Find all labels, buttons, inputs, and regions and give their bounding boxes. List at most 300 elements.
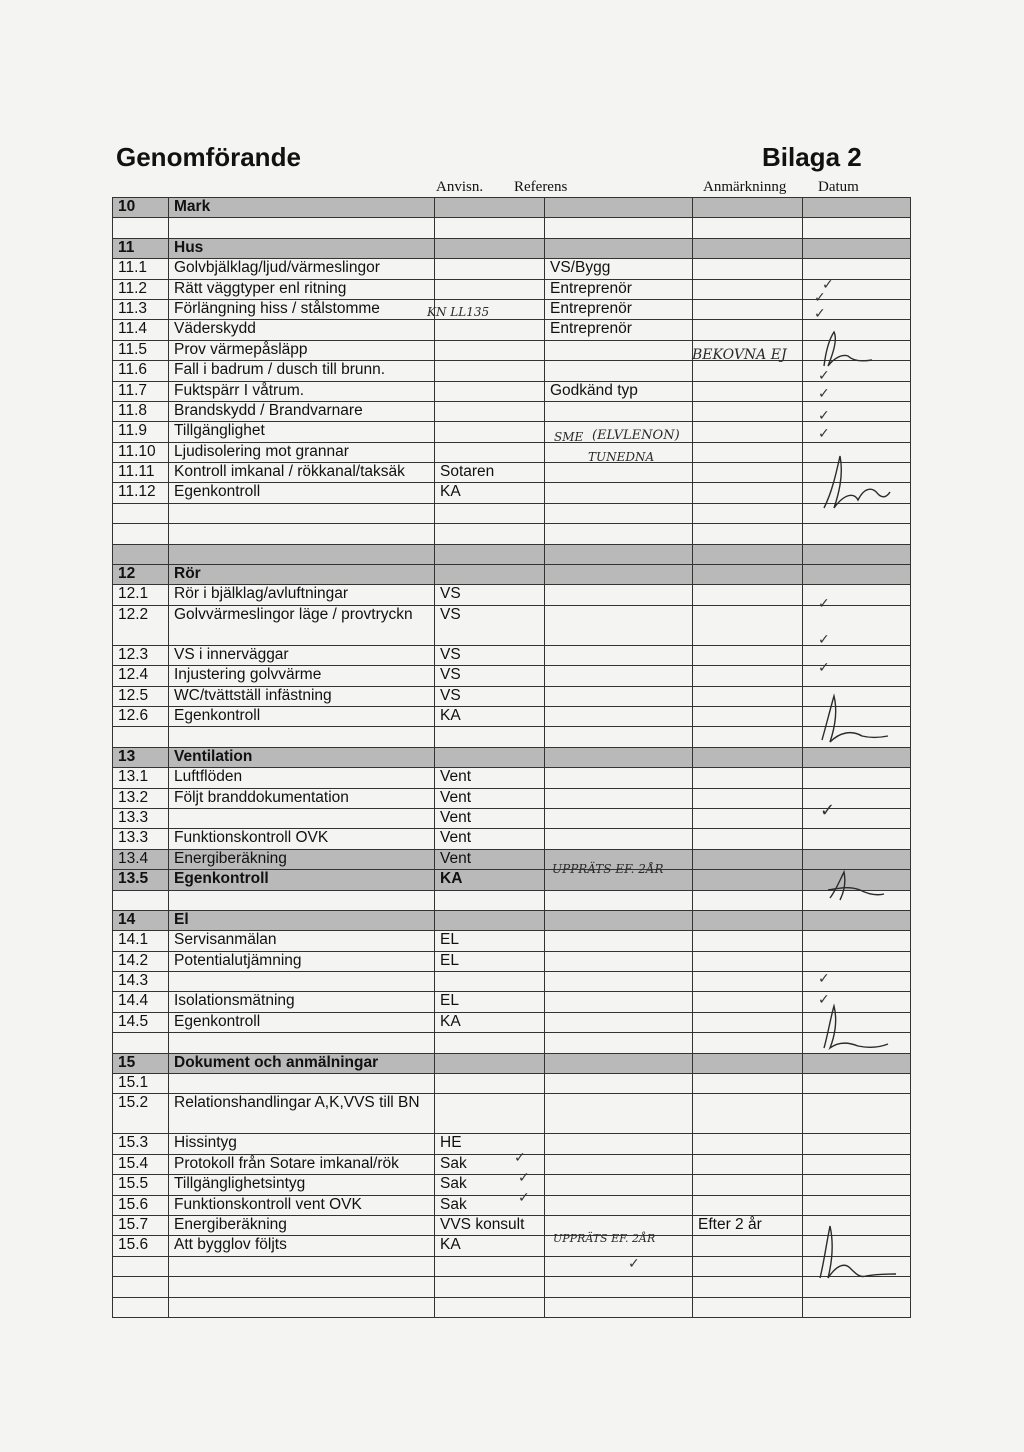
row-number: 14.4 bbox=[113, 992, 169, 1012]
table-row bbox=[113, 1175, 911, 1195]
row-number: 11.12 bbox=[113, 483, 169, 503]
row-anmarkning bbox=[693, 1256, 803, 1276]
row-anvisn: VS bbox=[435, 645, 545, 665]
row-number: 15.4 bbox=[113, 1154, 169, 1174]
table-row bbox=[113, 1215, 911, 1235]
row-description bbox=[169, 1256, 435, 1276]
row-referens bbox=[545, 483, 693, 503]
row-description: Ventilation bbox=[169, 747, 435, 767]
row-number: 12.3 bbox=[113, 645, 169, 665]
row-datum bbox=[803, 1074, 911, 1094]
row-anmarkning bbox=[693, 1297, 803, 1317]
row-anmarkning bbox=[693, 279, 803, 299]
row-anmarkning bbox=[693, 381, 803, 401]
row-number: 13.1 bbox=[113, 768, 169, 788]
row-number bbox=[113, 1297, 169, 1317]
signature-icon bbox=[812, 1002, 892, 1052]
row-anmarkning bbox=[693, 483, 803, 503]
row-description: WC/tvättställ infästning bbox=[169, 686, 435, 706]
row-anvisn bbox=[435, 1297, 545, 1317]
row-description: Hissintyg bbox=[169, 1134, 435, 1154]
row-anmarkning bbox=[693, 238, 803, 258]
checkmark-icon: ✓ bbox=[818, 368, 830, 384]
row-anmarkning bbox=[693, 442, 803, 462]
row-description: Servisanmälan bbox=[169, 931, 435, 951]
row-description: Dokument och anmälningar bbox=[169, 1053, 435, 1073]
table-row bbox=[113, 340, 911, 360]
row-description: Rör bbox=[169, 565, 435, 585]
row-description: Prov värmepåsläpp bbox=[169, 340, 435, 360]
row-anvisn bbox=[435, 340, 545, 360]
row-description: Relationshandlingar A,K,VVS till BN bbox=[169, 1094, 435, 1134]
row-description: Väderskydd bbox=[169, 320, 435, 340]
table-row bbox=[113, 829, 911, 849]
row-datum bbox=[803, 1297, 911, 1317]
row-referens bbox=[545, 727, 693, 747]
row-anmarkning bbox=[693, 401, 803, 421]
row-number bbox=[113, 890, 169, 910]
checklist-table bbox=[112, 197, 911, 1318]
row-datum bbox=[803, 1175, 911, 1195]
row-number: 15.2 bbox=[113, 1094, 169, 1134]
row-anvisn bbox=[435, 320, 545, 340]
row-referens bbox=[545, 605, 693, 645]
row-datum bbox=[803, 1094, 911, 1134]
row-description: Tillgänglighetsintyg bbox=[169, 1175, 435, 1195]
row-anvisn: VS bbox=[435, 686, 545, 706]
blank-row bbox=[113, 890, 911, 910]
row-description: Brandskydd / Brandvarnare bbox=[169, 401, 435, 421]
row-referens bbox=[545, 992, 693, 1012]
row-anmarkning bbox=[693, 808, 803, 828]
row-number: 11.2 bbox=[113, 279, 169, 299]
row-referens bbox=[545, 1297, 693, 1317]
table-row bbox=[113, 972, 911, 992]
row-datum bbox=[803, 524, 911, 544]
row-description: Mark bbox=[169, 198, 435, 218]
blank-row bbox=[113, 727, 911, 747]
row-anmarkning bbox=[693, 1012, 803, 1032]
column-header-anmarkning: Anmärkninng bbox=[703, 179, 787, 195]
signature-icon bbox=[812, 326, 882, 372]
row-anmarkning bbox=[693, 320, 803, 340]
row-number bbox=[113, 544, 169, 564]
row-number: 11.5 bbox=[113, 340, 169, 360]
row-number: 15.6 bbox=[113, 1236, 169, 1256]
signature-icon bbox=[814, 448, 894, 514]
row-description: Funktionskontroll vent OVK bbox=[169, 1195, 435, 1215]
row-datum bbox=[803, 1053, 911, 1073]
row-number: 14.5 bbox=[113, 1012, 169, 1032]
row-description: Att bygglov följts bbox=[169, 1236, 435, 1256]
table-row bbox=[113, 808, 911, 828]
row-referens bbox=[545, 198, 693, 218]
row-number: 15.7 bbox=[113, 1215, 169, 1235]
row-anvisn bbox=[435, 442, 545, 462]
row-anmarkning bbox=[693, 1053, 803, 1073]
row-anvisn bbox=[435, 259, 545, 279]
row-description: Egenkontroll bbox=[169, 1012, 435, 1032]
row-anmarkning bbox=[693, 422, 803, 442]
row-anvisn: EL bbox=[435, 951, 545, 971]
row-anmarkning bbox=[693, 951, 803, 971]
row-anvisn bbox=[435, 890, 545, 910]
table-row bbox=[113, 768, 911, 788]
row-number: 13.3 bbox=[113, 829, 169, 849]
row-description bbox=[169, 1277, 435, 1297]
row-number: 11.4 bbox=[113, 320, 169, 340]
row-anmarkning bbox=[693, 768, 803, 788]
row-anvisn bbox=[435, 503, 545, 523]
row-number bbox=[113, 1033, 169, 1053]
row-number: 12.5 bbox=[113, 686, 169, 706]
row-description bbox=[169, 1074, 435, 1094]
blank-row bbox=[113, 1297, 911, 1317]
section-row bbox=[113, 910, 911, 930]
section-row bbox=[113, 747, 911, 767]
row-description: Följt branddokumentation bbox=[169, 788, 435, 808]
row-referens: Entreprenör bbox=[545, 279, 693, 299]
blank-row bbox=[113, 1033, 911, 1053]
row-number: 11.6 bbox=[113, 361, 169, 381]
row-referens bbox=[545, 524, 693, 544]
row-description bbox=[169, 544, 435, 564]
row-referens bbox=[545, 1094, 693, 1134]
row-anvisn bbox=[435, 524, 545, 544]
row-description: Egenkontroll bbox=[169, 870, 435, 890]
table-row bbox=[113, 1094, 911, 1134]
row-description: Fuktspärr I våtrum. bbox=[169, 381, 435, 401]
row-referens bbox=[545, 401, 693, 421]
row-datum bbox=[803, 768, 911, 788]
table-row bbox=[113, 442, 911, 462]
table-row bbox=[113, 1195, 911, 1215]
row-referens bbox=[545, 686, 693, 706]
row-referens bbox=[545, 1012, 693, 1032]
checkmark-icon: ✓ bbox=[818, 596, 830, 612]
row-number: 13.3 bbox=[113, 808, 169, 828]
handwriting-tillg-1: SME bbox=[554, 430, 584, 444]
row-anvisn bbox=[435, 279, 545, 299]
row-anvisn: KA bbox=[435, 1236, 545, 1256]
row-anmarkning bbox=[693, 870, 803, 890]
row-anmarkning bbox=[693, 1175, 803, 1195]
row-referens bbox=[545, 1074, 693, 1094]
row-anmarkning bbox=[693, 198, 803, 218]
row-anvisn: Vent bbox=[435, 768, 545, 788]
row-datum bbox=[803, 951, 911, 971]
row-anvisn: KA bbox=[435, 706, 545, 726]
row-anmarkning bbox=[693, 1154, 803, 1174]
section-row bbox=[113, 1053, 911, 1073]
signature-icon bbox=[820, 860, 890, 906]
row-anvisn bbox=[435, 1033, 545, 1053]
row-anvisn bbox=[435, 544, 545, 564]
row-referens bbox=[545, 972, 693, 992]
row-referens bbox=[545, 1195, 693, 1215]
row-description: Isolationsmätning bbox=[169, 992, 435, 1012]
row-datum bbox=[803, 910, 911, 930]
row-referens bbox=[545, 463, 693, 483]
checkmark-icon: ✓ bbox=[814, 306, 826, 322]
blank-row bbox=[113, 1256, 911, 1276]
signature-icon bbox=[812, 690, 892, 746]
checkmark-icon: ✓ bbox=[518, 1170, 530, 1186]
row-anmarkning bbox=[693, 1195, 803, 1215]
row-referens bbox=[545, 788, 693, 808]
handwriting-hiss: KN LL135 bbox=[427, 305, 490, 319]
row-anmarkning bbox=[693, 565, 803, 585]
row-referens bbox=[545, 218, 693, 238]
checkmark-icon: ✓ bbox=[818, 971, 830, 987]
row-number: 11.3 bbox=[113, 299, 169, 319]
row-datum bbox=[803, 544, 911, 564]
row-description bbox=[169, 890, 435, 910]
row-anvisn: EL bbox=[435, 992, 545, 1012]
row-number: 12.6 bbox=[113, 706, 169, 726]
row-anmarkning bbox=[693, 727, 803, 747]
row-number: 12.2 bbox=[113, 605, 169, 645]
row-referens bbox=[545, 910, 693, 930]
table-row bbox=[113, 259, 911, 279]
row-number: 12.1 bbox=[113, 585, 169, 605]
checkmark-icon: ✓ bbox=[822, 277, 834, 293]
row-number: 12.4 bbox=[113, 666, 169, 686]
row-datum bbox=[803, 259, 911, 279]
row-anvisn bbox=[435, 1094, 545, 1134]
checkmark-icon: ✓ bbox=[514, 1150, 526, 1166]
row-description: Funktionskontroll OVK bbox=[169, 829, 435, 849]
row-description: Fall i badrum / dusch till brunn. bbox=[169, 361, 435, 381]
row-description: VS i innerväggar bbox=[169, 645, 435, 665]
section-row bbox=[113, 198, 911, 218]
row-description: Egenkontroll bbox=[169, 483, 435, 503]
row-datum bbox=[803, 1154, 911, 1174]
row-referens: Entreprenör bbox=[545, 299, 693, 319]
row-anvisn bbox=[435, 565, 545, 585]
table-row bbox=[113, 1236, 911, 1256]
table-row bbox=[113, 931, 911, 951]
row-anmarkning bbox=[693, 890, 803, 910]
row-referens bbox=[545, 890, 693, 910]
handwriting-energi-13: UPPRÄTS EF. 2ÅR bbox=[552, 862, 664, 876]
row-anmarkning bbox=[693, 706, 803, 726]
checkmark-icon: ✓ bbox=[818, 992, 830, 1008]
table-row bbox=[113, 645, 911, 665]
row-anmarkning bbox=[693, 849, 803, 869]
row-number: 14 bbox=[113, 910, 169, 930]
row-referens bbox=[545, 585, 693, 605]
row-description: Förlängning hiss / stålstomme bbox=[169, 299, 435, 319]
row-anvisn bbox=[435, 727, 545, 747]
row-referens bbox=[545, 1154, 693, 1174]
row-description: Rör i bjälklag/avluftningar bbox=[169, 585, 435, 605]
row-referens bbox=[545, 808, 693, 828]
table-row bbox=[113, 483, 911, 503]
row-number: 13.2 bbox=[113, 788, 169, 808]
row-anmarkning: Efter 2 år bbox=[693, 1215, 803, 1235]
row-datum bbox=[803, 565, 911, 585]
row-description bbox=[169, 972, 435, 992]
row-number: 11.11 bbox=[113, 463, 169, 483]
row-number: 14.3 bbox=[113, 972, 169, 992]
row-description bbox=[169, 727, 435, 747]
row-anvisn bbox=[435, 218, 545, 238]
row-datum bbox=[803, 1134, 911, 1154]
row-number bbox=[113, 1256, 169, 1276]
table-row bbox=[113, 788, 911, 808]
checkmark-icon: ✓ bbox=[820, 800, 836, 821]
row-anmarkning bbox=[693, 972, 803, 992]
row-number: 11.9 bbox=[113, 422, 169, 442]
row-anvisn bbox=[435, 1074, 545, 1094]
row-anmarkning bbox=[693, 503, 803, 523]
row-number: 11.8 bbox=[113, 401, 169, 421]
row-description: Potentialutjämning bbox=[169, 951, 435, 971]
row-anmarkning bbox=[693, 931, 803, 951]
row-anmarkning bbox=[693, 788, 803, 808]
row-anvisn: VVS konsult bbox=[435, 1215, 545, 1235]
row-anvisn bbox=[435, 1277, 545, 1297]
row-anmarkning bbox=[693, 361, 803, 381]
row-anvisn bbox=[435, 972, 545, 992]
row-anmarkning bbox=[693, 463, 803, 483]
checkmark-icon: ✓ bbox=[814, 290, 826, 306]
row-number: 14.2 bbox=[113, 951, 169, 971]
table-row bbox=[113, 299, 911, 319]
row-anmarkning bbox=[693, 666, 803, 686]
row-number: 13 bbox=[113, 747, 169, 767]
row-description: Kontroll imkanal / rökkanal/taksäk bbox=[169, 463, 435, 483]
row-number: 11.7 bbox=[113, 381, 169, 401]
row-anvisn: VS bbox=[435, 585, 545, 605]
row-number: 13.4 bbox=[113, 849, 169, 869]
page-title: Genomförande bbox=[116, 142, 301, 172]
table-row bbox=[113, 422, 911, 442]
table-row bbox=[113, 585, 911, 605]
table-row bbox=[113, 381, 911, 401]
table-row bbox=[113, 706, 911, 726]
row-number bbox=[113, 218, 169, 238]
row-referens bbox=[545, 1134, 693, 1154]
row-description: Protokoll från Sotare imkanal/rök bbox=[169, 1154, 435, 1174]
row-anmarkning bbox=[693, 747, 803, 767]
row-description bbox=[169, 218, 435, 238]
row-anvisn bbox=[435, 1053, 545, 1073]
row-anvisn: Sak bbox=[435, 1195, 545, 1215]
row-number bbox=[113, 727, 169, 747]
row-description: Luftflöden bbox=[169, 768, 435, 788]
blank-row bbox=[113, 524, 911, 544]
row-anvisn: Sak bbox=[435, 1154, 545, 1174]
row-anmarkning bbox=[693, 829, 803, 849]
row-anvisn bbox=[435, 422, 545, 442]
row-anvisn: HE bbox=[435, 1134, 545, 1154]
checklist-table-wrapper bbox=[112, 197, 910, 1337]
checkmark-icon: ✓ bbox=[518, 1190, 530, 1206]
checkmark-icon: ✓ bbox=[818, 426, 830, 442]
row-anmarkning bbox=[693, 524, 803, 544]
row-description: Golvvärmeslingor läge / provtryckn bbox=[169, 605, 435, 645]
row-anmarkning bbox=[693, 1236, 803, 1256]
blank-row bbox=[113, 503, 911, 523]
row-referens bbox=[545, 706, 693, 726]
table-row bbox=[113, 849, 911, 869]
table-row bbox=[113, 686, 911, 706]
row-anvisn: EL bbox=[435, 931, 545, 951]
row-description: Rätt väggtyper enl ritning bbox=[169, 279, 435, 299]
row-referens bbox=[545, 1175, 693, 1195]
checkmark-icon: ✓ bbox=[818, 632, 830, 648]
row-anmarkning bbox=[693, 910, 803, 930]
handwriting-ljud: TUNEDNA bbox=[588, 450, 655, 464]
row-anmarkning bbox=[693, 544, 803, 564]
row-anvisn bbox=[435, 381, 545, 401]
row-datum bbox=[803, 238, 911, 258]
row-datum bbox=[803, 1195, 911, 1215]
blank-row bbox=[113, 544, 911, 564]
handwriting-energi-15: UPPRÄTS EF. 2ÅR bbox=[553, 1232, 656, 1245]
annex-label: Bilaga 2 bbox=[762, 142, 862, 172]
table-row bbox=[113, 361, 911, 381]
row-referens bbox=[545, 544, 693, 564]
row-anvisn: KA bbox=[435, 870, 545, 890]
row-number bbox=[113, 1277, 169, 1297]
row-referens bbox=[545, 1033, 693, 1053]
checkmark-icon: ✓ bbox=[818, 660, 830, 676]
row-description: Energiberäkning bbox=[169, 849, 435, 869]
row-number: 11.1 bbox=[113, 259, 169, 279]
row-datum bbox=[803, 931, 911, 951]
row-description: Hus bbox=[169, 238, 435, 258]
handwriting-tillg-2: (ELVLENON) bbox=[592, 428, 680, 443]
row-datum bbox=[803, 198, 911, 218]
row-referens bbox=[545, 340, 693, 360]
row-number: 15.5 bbox=[113, 1175, 169, 1195]
blank-row bbox=[113, 1277, 911, 1297]
row-anmarkning bbox=[693, 645, 803, 665]
row-anvisn bbox=[435, 198, 545, 218]
table-row bbox=[113, 1134, 911, 1154]
row-anmarkning bbox=[693, 1074, 803, 1094]
row-description bbox=[169, 808, 435, 828]
row-number: 14.1 bbox=[113, 931, 169, 951]
row-description: El bbox=[169, 910, 435, 930]
row-anmarkning bbox=[693, 605, 803, 645]
row-number: 10 bbox=[113, 198, 169, 218]
row-description: Tillgänglighet bbox=[169, 422, 435, 442]
row-anvisn bbox=[435, 910, 545, 930]
row-referens: VS/Bygg bbox=[545, 259, 693, 279]
row-description: Energiberäkning bbox=[169, 1215, 435, 1235]
table-row bbox=[113, 1154, 911, 1174]
row-number: 12 bbox=[113, 565, 169, 585]
row-referens bbox=[545, 931, 693, 951]
checkmark-icon: ✓ bbox=[818, 408, 830, 424]
table-row bbox=[113, 666, 911, 686]
row-referens bbox=[545, 1277, 693, 1297]
row-description bbox=[169, 503, 435, 523]
row-anvisn bbox=[435, 747, 545, 767]
row-anmarkning bbox=[693, 218, 803, 238]
row-description: Golvbjälklag/ljud/värmeslingor bbox=[169, 259, 435, 279]
row-anmarkning bbox=[693, 1033, 803, 1053]
row-anvisn: KA bbox=[435, 483, 545, 503]
row-number: 11.10 bbox=[113, 442, 169, 462]
row-referens bbox=[545, 238, 693, 258]
row-anvisn: Sak bbox=[435, 1175, 545, 1195]
row-referens: Godkänd typ bbox=[545, 381, 693, 401]
